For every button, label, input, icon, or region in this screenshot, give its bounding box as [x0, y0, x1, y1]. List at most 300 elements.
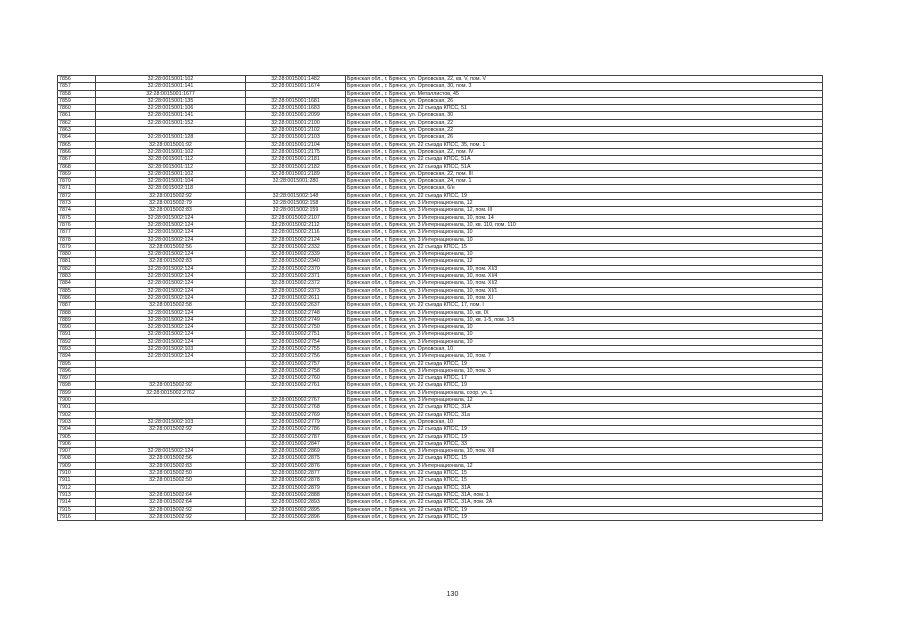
table-row [58, 470, 823, 477]
object-cadastral-number-cell: 32:28:0015002:159 [246, 207, 346, 214]
land-cadastral-number-cell: 32:28:0015001:102 [96, 148, 246, 155]
address-cell: Брянская обл., г. Брянск, ул. 22 съезда КПСС, 51А [346, 163, 823, 170]
table-row [58, 360, 823, 367]
object-cadastral-number-cell: 32:28:0015002:2875 [246, 455, 346, 462]
object-cadastral-number-cell: 32:28:0015002:2893 [246, 499, 346, 506]
row-number-cell: 7913 [58, 491, 96, 498]
object-cadastral-number-cell: 32:28:0015002:2339 [246, 251, 346, 258]
address-cell: Брянская обл., г. Брянск, ул. Орловская, 10 [346, 418, 823, 425]
table-row [58, 331, 823, 338]
object-cadastral-number-cell: 32:28:0015002:2748 [246, 309, 346, 316]
address-cell: Брянская обл., г. Брянск, ул. 3 Интернационала, 10, кв. IX [346, 309, 823, 316]
address-cell: Брянская обл., г. Брянск, ул. 22 съезда КПСС, 15 [346, 470, 823, 477]
object-cadastral-number-cell: 32:28:0015002:2754 [246, 338, 346, 345]
land-cadastral-number-cell: 32:28:0015002:2762 [96, 389, 246, 396]
row-number-cell: 7906 [58, 440, 96, 447]
row-number-cell: 7912 [58, 484, 96, 491]
land-cadastral-number-cell: 32:28:0015002:118 [96, 185, 246, 192]
address-cell: Брянская обл., г. Брянск, ул. 22 съезда КПСС, 19 [346, 192, 823, 199]
address-cell: Брянская обл., г. Брянск, ул. Орловская, 6/н [346, 185, 823, 192]
table-row [58, 367, 823, 374]
land-cadastral-number-cell [96, 440, 246, 447]
row-number-cell: 7916 [58, 513, 96, 520]
row-number-cell: 7876 [58, 221, 96, 228]
object-cadastral-number-cell: 32:28:0015002:2107 [246, 214, 346, 221]
row-number-cell: 7867 [58, 156, 96, 163]
table-row [58, 170, 823, 177]
row-number-cell: 7858 [58, 90, 96, 97]
land-cadastral-number-cell: 32:28:0015002:83 [96, 258, 246, 265]
address-cell: Брянская обл., г. Брянск, ул. 3 Интернационала, 10, пом. XI/1 [346, 287, 823, 294]
land-cadastral-number-cell: 32:28:0015002:56 [96, 243, 246, 250]
object-cadastral-number-cell: 32:28:0015002:2761 [246, 382, 346, 389]
land-cadastral-number-cell: 32:28:0015001:1677 [96, 90, 246, 97]
row-number-cell: 7864 [58, 134, 96, 141]
address-cell: Брянская обл., г. Брянск, ул. Орловская, 26 [346, 134, 823, 141]
object-cadastral-number-cell: 32:28:0015002:2116 [246, 229, 346, 236]
table-row [58, 163, 823, 170]
object-cadastral-number-cell: 32:28:0015002:2895 [246, 506, 346, 513]
row-number-cell: 7886 [58, 294, 96, 301]
row-number-cell: 7915 [58, 506, 96, 513]
land-cadastral-number-cell: 32:28:0015001:112 [96, 156, 246, 163]
table-row [58, 309, 823, 316]
object-cadastral-number-cell: 32:28:0015002:148 [246, 192, 346, 199]
address-cell: Брянская обл., г. Брянск, ул. Орловская, 22, пом. III [346, 170, 823, 177]
address-cell: Брянская обл., г. Брянск, ул. Орловская, 10 [346, 345, 823, 352]
address-cell: Брянская обл., г. Брянск, ул. 3 Интернационала, 10, пом. XI/3 [346, 265, 823, 272]
row-number-cell: 7897 [58, 375, 96, 382]
row-number-cell: 7896 [58, 367, 96, 374]
object-cadastral-number-cell: 32:28:0015001:2100 [246, 119, 346, 126]
row-number-cell: 7881 [58, 258, 96, 265]
table-row [58, 258, 823, 265]
address-cell: Брянская обл., г. Брянск, ул. 22 съезда КПСС, 31А [346, 404, 823, 411]
land-cadastral-number-cell: 32:28:0015002:64 [96, 499, 246, 506]
address-cell: Брянская обл., г. Брянск, ул. 3 Интернационала, 10, пом. XII [346, 448, 823, 455]
object-cadastral-number-cell [246, 389, 346, 396]
land-cadastral-number-cell: 32:28:0015002:92 [96, 426, 246, 433]
table-row [58, 397, 823, 404]
object-cadastral-number-cell: 32:28:0015002:2373 [246, 287, 346, 294]
address-cell: Брянская обл., г. Брянск, ул. 3 Интернационала, соор. уч. 1 [346, 389, 823, 396]
land-cadastral-number-cell: 32:28:0015002:124 [96, 221, 246, 228]
address-cell: Брянская обл., г. Брянск, ул. 22 съезда КПСС, 17 [346, 375, 823, 382]
row-number-cell: 7861 [58, 112, 96, 119]
row-number-cell: 7885 [58, 287, 96, 294]
address-cell: Брянская обл., г. Брянск, ул. 3 Интернационала, 12 [346, 397, 823, 404]
table-row [58, 207, 823, 214]
row-number-cell: 7910 [58, 470, 96, 477]
land-cadastral-number-cell: 32:28:0015001:92 [96, 141, 246, 148]
land-cadastral-number-cell: 32:28:0015001:141 [96, 112, 246, 119]
object-cadastral-number-cell: 32:28:0015002:2637 [246, 302, 346, 309]
row-number-cell: 7873 [58, 200, 96, 207]
address-cell: Брянская обл., г. Брянск, ул. 22 съезда КПСС, 19 [346, 433, 823, 440]
table-row [58, 112, 823, 119]
table-row [58, 90, 823, 97]
land-cadastral-number-cell: 32:28:0015002:124 [96, 316, 246, 323]
object-cadastral-number-cell: 32:28:0015001:1683 [246, 105, 346, 112]
land-cadastral-number-cell [96, 375, 246, 382]
object-cadastral-number-cell: 32:28:0015002:2760 [246, 375, 346, 382]
address-cell: Брянская обл., г. Брянск, ул. 3 Интернационала, 10 [346, 251, 823, 258]
object-cadastral-number-cell: 32:28:0015001:2103 [246, 134, 346, 141]
land-cadastral-number-cell [96, 404, 246, 411]
table-row [58, 382, 823, 389]
object-cadastral-number-cell [246, 185, 346, 192]
table-row [58, 338, 823, 345]
row-number-cell: 7893 [58, 345, 96, 352]
table-row [58, 200, 823, 207]
table-row [58, 280, 823, 287]
object-cadastral-number-cell: 32:28:0015002:2767 [246, 397, 346, 404]
table-row [58, 426, 823, 433]
table-row [58, 148, 823, 155]
table-row [58, 287, 823, 294]
table-row [58, 433, 823, 440]
row-number-cell: 7909 [58, 462, 96, 469]
table-row [58, 440, 823, 447]
table-row [58, 484, 823, 491]
table-row [58, 324, 823, 331]
object-cadastral-number-cell: 32:28:0015002:2768 [246, 404, 346, 411]
address-cell: Брянская обл., г. Брянск, ул. 22 съезда КПСС, 19 [346, 360, 823, 367]
table-row [58, 185, 823, 192]
table-row [58, 375, 823, 382]
land-cadastral-number-cell [96, 367, 246, 374]
row-number-cell: 7875 [58, 214, 96, 221]
row-number-cell: 7914 [58, 499, 96, 506]
row-number-cell: 7907 [58, 448, 96, 455]
address-cell: Брянская обл., г. Брянск, ул. Орловская, 30 [346, 112, 823, 119]
object-cadastral-number-cell: 32:28:0015002:2847 [246, 440, 346, 447]
object-cadastral-number-cell: 32:28:0015002:2749 [246, 316, 346, 323]
row-number-cell: 7871 [58, 185, 96, 192]
address-cell: Брянская обл., г. Брянск, ул. 3 Интернационала, 12, пом. III [346, 207, 823, 214]
land-cadastral-number-cell: 32:28:0015002:124 [96, 448, 246, 455]
address-cell: Брянская обл., г. Брянск, ул. 3 Интернационала, 10 [346, 331, 823, 338]
table-row [58, 214, 823, 221]
land-cadastral-number-cell: 32:28:0015002:92 [96, 513, 246, 520]
table-row [58, 236, 823, 243]
row-number-cell: 7890 [58, 324, 96, 331]
address-cell: Брянская обл., г. Брянск, ул. 22 съезда КПСС, 31А [346, 484, 823, 491]
object-cadastral-number-cell: 32:28:0015002:2112 [246, 221, 346, 228]
row-number-cell: 7868 [58, 163, 96, 170]
address-cell: Брянская обл., г. Брянск, ул. 22 съезда КПСС, 15 [346, 477, 823, 484]
address-cell: Брянская обл., г. Брянск, ул. Орловская, 24, пом. 1 [346, 178, 823, 185]
row-number-cell: 7865 [58, 141, 96, 148]
table-row [58, 513, 823, 520]
object-cadastral-number-cell: 32:28:0015001:280 [246, 178, 346, 185]
table-row [58, 119, 823, 126]
table-row [58, 302, 823, 309]
land-cadastral-number-cell: 32:28:0015001:141 [96, 83, 246, 90]
table-row [58, 134, 823, 141]
row-number-cell: 7872 [58, 192, 96, 199]
row-number-cell: 7880 [58, 251, 96, 258]
row-number-cell: 7902 [58, 411, 96, 418]
address-cell: Брянская обл., г. Брянск, ул. 22 съезда КПСС, 33 [346, 440, 823, 447]
row-number-cell: 7901 [58, 404, 96, 411]
land-cadastral-number-cell: 32:28:0015001:112 [96, 163, 246, 170]
table-row [58, 97, 823, 104]
table-row [58, 221, 823, 228]
address-cell: Брянская обл., г. Брянск, ул. 22 съезда КПСС, 19 [346, 382, 823, 389]
land-cadastral-number-cell: 32:28:0015002:124 [96, 273, 246, 280]
object-cadastral-number-cell: 32:28:0015002:2786 [246, 426, 346, 433]
row-number-cell: 7899 [58, 389, 96, 396]
land-cadastral-number-cell: 32:28:0015002:124 [96, 280, 246, 287]
object-cadastral-number-cell: 32:28:0015002:2370 [246, 265, 346, 272]
object-cadastral-number-cell: 32:28:0015002:2340 [246, 258, 346, 265]
object-cadastral-number-cell: 32:28:0015001:2104 [246, 141, 346, 148]
row-number-cell: 7882 [58, 265, 96, 272]
row-number-cell: 7878 [58, 236, 96, 243]
row-number-cell: 7904 [58, 426, 96, 433]
land-cadastral-number-cell: 32:28:0015002:50 [96, 477, 246, 484]
land-cadastral-number-cell: 32:28:0015002:124 [96, 338, 246, 345]
row-number-cell: 7884 [58, 280, 96, 287]
object-cadastral-number-cell: 32:28:0015001:2099 [246, 112, 346, 119]
table-row [58, 294, 823, 301]
table-row [58, 273, 823, 280]
object-cadastral-number-cell: 32:28:0015002:2124 [246, 236, 346, 243]
table-row [58, 243, 823, 250]
land-cadastral-number-cell: 32:28:0015002:83 [96, 207, 246, 214]
object-cadastral-number-cell: 32:28:0015001:2181 [246, 156, 346, 163]
land-cadastral-number-cell: 32:28:0015002:124 [96, 287, 246, 294]
row-number-cell: 7860 [58, 105, 96, 112]
land-cadastral-number-cell: 32:28:0015002:56 [96, 455, 246, 462]
object-cadastral-number-cell: 32:28:0015001:1674 [246, 83, 346, 90]
address-cell: Брянская обл., г. Брянск, ул. 3 Интернационала, 10 [346, 324, 823, 331]
row-number-cell: 7891 [58, 331, 96, 338]
address-cell: Брянская обл., г. Брянск, ул. 3 Интернационала, 10 [346, 229, 823, 236]
table-row [58, 455, 823, 462]
land-cadastral-number-cell: 32:28:0015002:124 [96, 309, 246, 316]
land-cadastral-number-cell: 32:28:0015001:106 [96, 105, 246, 112]
land-cadastral-number-cell [96, 360, 246, 367]
address-cell: Брянская обл., г. Брянск, ул. 3 Интернационала, 10, пом. 7 [346, 353, 823, 360]
land-cadastral-number-cell: 32:28:0015002:79 [96, 200, 246, 207]
land-cadastral-number-cell: 32:28:0015002:83 [96, 462, 246, 469]
object-cadastral-number-cell: 32:28:0015002:158 [246, 200, 346, 207]
address-cell: Брянская обл., г. Брянск, ул. 22 съезда КПСС, 31А, пом. 2А [346, 499, 823, 506]
address-cell: Брянская обл., г. Брянск, ул. 3 Интернационала, 10, пом. 3 [346, 367, 823, 374]
address-cell: Брянская обл., г. Брянск, ул. Металлистов, 45 [346, 90, 823, 97]
object-cadastral-number-cell: 32:28:0015002:2779 [246, 418, 346, 425]
land-cadastral-number-cell: 32:28:0015002:50 [96, 470, 246, 477]
address-cell: Брянская обл., г. Брянск, ул. 3 Интернационала, 10 [346, 338, 823, 345]
object-cadastral-number-cell: 32:28:0015002:2372 [246, 280, 346, 287]
address-cell: Брянская обл., г. Брянск, ул. 3 Интернационала, 10 [346, 236, 823, 243]
table-row [58, 83, 823, 90]
land-cadastral-number-cell: 32:28:0015002:92 [96, 192, 246, 199]
table-row [58, 411, 823, 418]
table-row [58, 353, 823, 360]
row-number-cell: 7883 [58, 273, 96, 280]
row-number-cell: 7905 [58, 433, 96, 440]
row-number-cell: 7903 [58, 418, 96, 425]
object-cadastral-number-cell: 32:28:0015002:2869 [246, 448, 346, 455]
address-cell: Брянская обл., г. Брянск, ул. 22 съезда КПСС, 19 [346, 426, 823, 433]
address-cell: Брянская обл., г. Брянск, ул. 3 Интернационала, 10, пом. XI/2 [346, 280, 823, 287]
table-row [58, 192, 823, 199]
object-cadastral-number-cell: 32:28:0015002:2756 [246, 353, 346, 360]
table-row [58, 156, 823, 163]
address-cell: Брянская обл., г. Брянск, ул. 22 съезда КПСС, 31А, пом. 1 [346, 491, 823, 498]
address-cell: Брянская обл., г. Брянск, ул. 3 Интернационала, 10, пом. XI [346, 294, 823, 301]
row-number-cell: 7857 [58, 83, 96, 90]
land-cadastral-number-cell: 32:28:0015001:128 [96, 134, 246, 141]
land-cadastral-number-cell: 32:28:0015001:102 [96, 170, 246, 177]
table-body [58, 76, 823, 521]
object-cadastral-number-cell: 32:28:0015002:2879 [246, 484, 346, 491]
land-cadastral-number-cell [96, 484, 246, 491]
land-cadastral-number-cell: 32:28:0015002:58 [96, 302, 246, 309]
address-cell: Брянская обл., г. Брянск, ул. 3 Интернационала, 10, кв. 110, пом. 110 [346, 221, 823, 228]
object-cadastral-number-cell: 32:28:0015002:2757 [246, 360, 346, 367]
land-cadastral-number-cell: 32:28:0015002:124 [96, 214, 246, 221]
address-cell: Брянская обл., г. Брянск, ул. 22 съезда КПСС, 15 [346, 243, 823, 250]
table-row [58, 499, 823, 506]
object-cadastral-number-cell: 32:28:0015002:2888 [246, 491, 346, 498]
object-cadastral-number-cell: 32:28:0015002:2878 [246, 477, 346, 484]
object-cadastral-number-cell: 32:28:0015002:2877 [246, 470, 346, 477]
table-row [58, 462, 823, 469]
address-cell: Брянская обл., г. Брянск, ул. 22 съезда КПСС, 51А [346, 156, 823, 163]
address-cell: Брянская обл., г. Брянск, ул. 22 съезда КПСС, 17, пом. I [346, 302, 823, 309]
address-cell: Брянская обл., г. Брянск, ул. 22 съезда КПСС, 35, пом. 1 [346, 141, 823, 148]
land-cadastral-number-cell: 32:28:0015001:102 [96, 76, 246, 83]
land-cadastral-number-cell: 32:28:0015002:103 [96, 418, 246, 425]
land-cadastral-number-cell [96, 127, 246, 134]
object-cadastral-number-cell: 32:28:0015002:2371 [246, 273, 346, 280]
page-number: 130 [446, 591, 459, 598]
table-row [58, 141, 823, 148]
address-cell: Брянская обл., г. Брянск, ул. Орловская, 22 [346, 127, 823, 134]
object-cadastral-number-cell: 32:28:0015001:1482 [246, 76, 346, 83]
address-cell: Брянская обл., г. Брянск, ул. 3 Интернационала, 10, пом. XI/4 [346, 273, 823, 280]
object-cadastral-number-cell: 32:28:0015001:2102 [246, 127, 346, 134]
object-cadastral-number-cell: 32:28:0015002:2758 [246, 367, 346, 374]
row-number-cell: 7859 [58, 97, 96, 104]
address-cell: Брянская обл., г. Брянск, ул. 22 съезда КПСС, 15 [346, 455, 823, 462]
object-cadastral-number-cell: 32:28:0015002:2787 [246, 433, 346, 440]
address-cell: Брянская обл., г. Брянск, ул. 3 Интернационала, 12 [346, 462, 823, 469]
row-number-cell: 7877 [58, 229, 96, 236]
row-number-cell: 7895 [58, 360, 96, 367]
address-cell: Брянская обл., г. Брянск, ул. 22 съезда КПСС, 19 [346, 513, 823, 520]
land-cadastral-number-cell: 32:28:0015001:135 [96, 97, 246, 104]
object-cadastral-number-cell: 32:28:0015002:2896 [246, 513, 346, 520]
table-row [58, 491, 823, 498]
row-number-cell: 7888 [58, 309, 96, 316]
object-cadastral-number-cell: 32:28:0015002:2769 [246, 411, 346, 418]
land-cadastral-number-cell: 32:28:0015002:64 [96, 491, 246, 498]
object-cadastral-number-cell: 32:28:0015002:2755 [246, 345, 346, 352]
object-cadastral-number-cell: 32:28:0015002:2332 [246, 243, 346, 250]
address-cell: Брянская обл., г. Брянск, ул. 3 Интернационала, 10, пом. 14 [346, 214, 823, 221]
row-number-cell: 7900 [58, 397, 96, 404]
address-cell: Брянская обл., г. Брянск, ул. Орловская, 22 [346, 119, 823, 126]
row-number-cell: 7889 [58, 316, 96, 323]
object-cadastral-number-cell: 32:28:0015002:2611 [246, 294, 346, 301]
land-cadastral-number-cell: 32:28:0015002:103 [96, 345, 246, 352]
object-cadastral-number-cell [246, 90, 346, 97]
address-cell: Брянская обл., г. Брянск, ул. Орловская, 22, кв. V, пом. V [346, 76, 823, 83]
land-cadastral-number-cell: 32:28:0015002:124 [96, 294, 246, 301]
address-cell: Брянская обл., г. Брянск, ул. Орловская, 30, пом. 3 [346, 83, 823, 90]
row-number-cell: 7874 [58, 207, 96, 214]
row-number-cell: 7869 [58, 170, 96, 177]
object-cadastral-number-cell: 32:28:0015002:2750 [246, 324, 346, 331]
table-row [58, 506, 823, 513]
table-row [58, 316, 823, 323]
land-cadastral-number-cell: 32:28:0015002:124 [96, 324, 246, 331]
row-number-cell: 7887 [58, 302, 96, 309]
row-number-cell: 7856 [58, 76, 96, 83]
table-row [58, 127, 823, 134]
row-number-cell: 7866 [58, 148, 96, 155]
land-cadastral-number-cell: 32:28:0015002:124 [96, 236, 246, 243]
register-sheet [57, 75, 822, 521]
object-cadastral-number-cell: 32:28:0015001:2182 [246, 163, 346, 170]
address-cell: Брянская обл., г. Брянск, ул. 22 съезда КПСС, 19 [346, 506, 823, 513]
table-row [58, 265, 823, 272]
row-number-cell: 7908 [58, 455, 96, 462]
row-number-cell: 7911 [58, 477, 96, 484]
address-cell: Брянская обл., г. Брянск, ул. 3 Интернационала, 12 [346, 258, 823, 265]
object-cadastral-number-cell: 32:28:0015001:1681 [246, 97, 346, 104]
row-number-cell: 7892 [58, 338, 96, 345]
table-row [58, 229, 823, 236]
land-cadastral-number-cell: 32:28:0015002:92 [96, 382, 246, 389]
table-row [58, 389, 823, 396]
address-cell: Брянская обл., г. Брянск, ул. 3 Интернационала, 10, кв. 1-5, пом. 1-5 [346, 316, 823, 323]
row-number-cell: 7879 [58, 243, 96, 250]
table-row [58, 105, 823, 112]
land-cadastral-number-cell: 32:28:0015001:152 [96, 119, 246, 126]
table-row [58, 477, 823, 484]
land-cadastral-number-cell [96, 411, 246, 418]
land-cadastral-number-cell: 32:28:0015002:124 [96, 229, 246, 236]
land-cadastral-number-cell [96, 397, 246, 404]
address-cell: Брянская обл., г. Брянск, ул. 22 съезда КПСС, 31а [346, 411, 823, 418]
table-row [58, 345, 823, 352]
table-row [58, 178, 823, 185]
object-cadastral-number-cell: 32:28:0015002:2751 [246, 331, 346, 338]
address-cell: Брянская обл., г. Брянск, ул. 22 съезда КПСС, 51 [346, 105, 823, 112]
table-row [58, 418, 823, 425]
land-cadastral-number-cell: 32:28:0015002:92 [96, 506, 246, 513]
table-row [58, 404, 823, 411]
table-row [58, 76, 823, 83]
land-cadastral-number-cell: 32:28:0015001:104 [96, 178, 246, 185]
address-cell: Брянская обл., г. Брянск, ул. Орловская, 22, пом. IV [346, 148, 823, 155]
row-number-cell: 7870 [58, 178, 96, 185]
row-number-cell: 7894 [58, 353, 96, 360]
land-cadastral-number-cell: 32:28:0015002:124 [96, 251, 246, 258]
cadastral-table [57, 75, 823, 521]
object-cadastral-number-cell: 32:28:0015002:2876 [246, 462, 346, 469]
object-cadastral-number-cell: 32:28:0015001:2189 [246, 170, 346, 177]
table-row [58, 251, 823, 258]
row-number-cell: 7863 [58, 127, 96, 134]
row-number-cell: 7898 [58, 382, 96, 389]
